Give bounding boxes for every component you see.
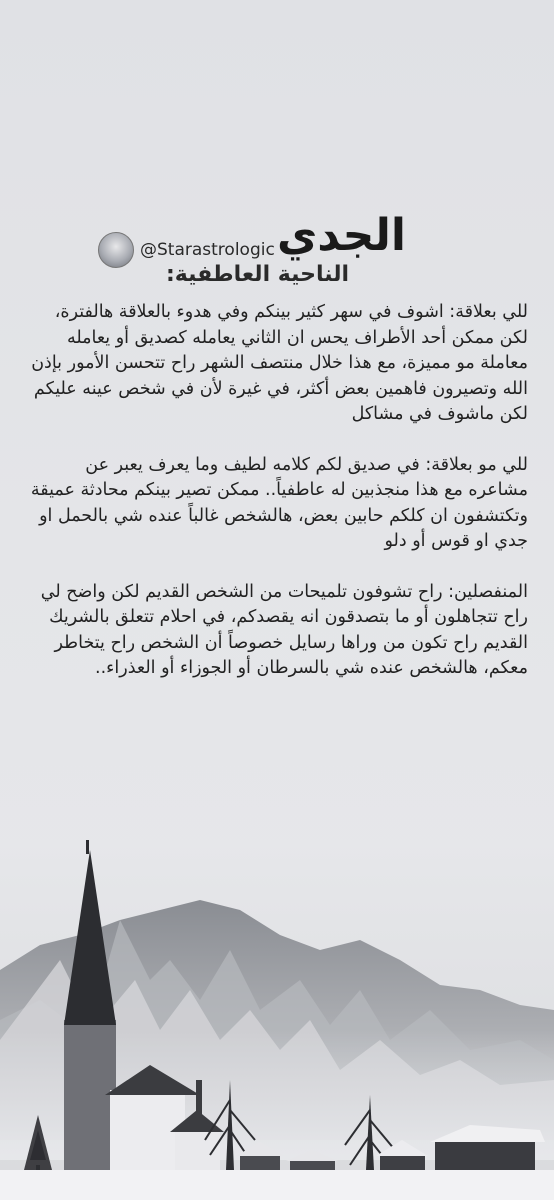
horoscope-text xyxy=(26,300,528,707)
paragraph-single: للي مو بعلاقة: في صديق لكم كلامه لطيف وما يعرف يعبر عن مشاعره مع هذا منجذبين له عاطفياً.. ممكن تصير بينكم محادثة عميقة وتكتشفون ان كلكم حابين بعض، هالشخص غالباً عنده شي بالحمل او جدي او قوس أو دلو xyxy=(30,454,528,551)
paragraph-separated: المنفصلين: راح تشوفون تلميحات من الشخص القديم لكن واضح لي راح تتجاهلون أو ما بتصدقون انه يقصدكم، في احلام تتعلق بالشريك القديم راح تكون من وراها رسايل خصوصاً أن الشخص راح يتخاطر معكم، هالشخص عنده شي بالسرطان أو الجوزاء أو العذراء.. xyxy=(40,581,528,678)
section-subtitle: الناحية العاطفية: xyxy=(165,262,349,287)
winter-landscape-illustration xyxy=(0,840,554,1200)
avatar xyxy=(98,232,134,268)
paragraph-in-relationship: للي بعلاقة: اشوف في سهر كثير بينكم وفي هدوء بالعلاقة هالفترة، لكن ممكن أحد الأطراف يحس ان الثاني يعامله كصديق أو يعامله معاملة مو مميزة، مع هذا خلال منتصف الشهر راح تتحسن الأمور بإذن الله وتصيرون فاهمين بعض أكثر، في غيرة لأن في شخص عينه عليكم لكن ماشوف في مشاكل xyxy=(31,302,528,424)
page-title: الجدي xyxy=(276,210,406,261)
author-handle: @Starastrologic xyxy=(140,240,275,260)
